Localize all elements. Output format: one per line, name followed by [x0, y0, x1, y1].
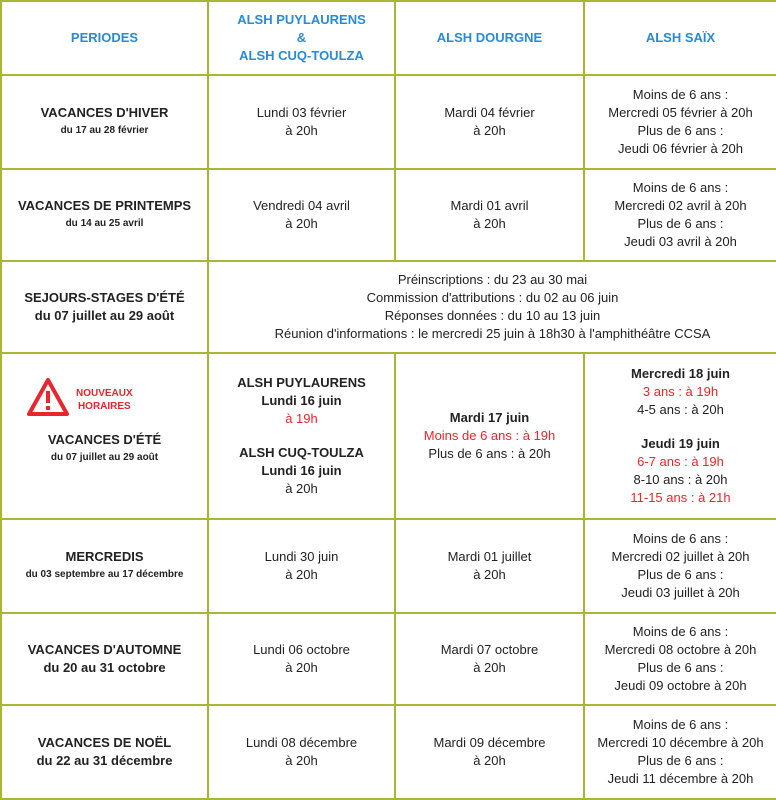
badge-text: NOUVEAUX HORAIRES	[76, 388, 133, 412]
table-row-ete	[1, 353, 776, 519]
table-row-mercredis	[1, 519, 776, 613]
period-cell: SEJOURS-STAGES D'ÉTÉ du 07 juillet au 29 août	[1, 261, 208, 353]
header-periods: PERIODES	[1, 1, 208, 75]
period-cell: VACANCES DE PRINTEMPS du 14 au 25 avril	[1, 169, 208, 261]
puylaurens-cell: Lundi 03 février à 20h	[208, 75, 395, 169]
table-row-sejours	[1, 261, 776, 353]
dourgne-cell: Mardi 01 avril à 20h	[395, 169, 584, 261]
saix-cell: Moins de 6 ans : Mercredi 05 février à 20h Plus de 6 ans : Jeudi 06 février à 20h	[584, 75, 776, 169]
puylaurens-cell: Vendredi 04 avril à 20h	[208, 169, 395, 261]
saix-cell: Moins de 6 ans : Mercredi 08 octobre à 20h Plus de 6 ans : Jeudi 09 octobre à 20h	[584, 613, 776, 705]
period-cell: VACANCES D'HIVER du 17 au 28 février	[1, 75, 208, 169]
sejours-info-cell: Préinscriptions : du 23 au 30 mai Commission d'attributions : du 02 au 06 juin Réponses données : du 10 au 13 juin Réunion d'informations : le mercredi 25 juin à 18h30 à l'amphithéâtre CCSA	[208, 261, 776, 353]
dourgne-cell: Mardi 09 décembre à 20h	[395, 705, 584, 799]
dourgne-cell: Mardi 07 octobre à 20h	[395, 613, 584, 705]
period-cell: VACANCES D'AUTOMNE du 20 au 31 octobre	[1, 613, 208, 705]
puylaurens-cell: ALSH PUYLAURENS Lundi 16 juin à 19h ALSH CUQ-TOULZA Lundi 16 juin à 20h	[208, 353, 395, 519]
header-saix: ALSH SAÏX	[584, 1, 776, 75]
saix-cell: Moins de 6 ans : Mercredi 02 avril à 20h Plus de 6 ans : Jeudi 03 avril à 20h	[584, 169, 776, 261]
period-cell: MERCREDIS du 03 septembre au 17 décembre	[1, 519, 208, 613]
table-row-printemps	[1, 169, 776, 261]
puylaurens-cell: Lundi 08 décembre à 20h	[208, 705, 395, 799]
period-cell: NOUVEAUX HORAIRES VACANCES D'ÉTÉ du 07 juillet au 29 août	[1, 353, 208, 519]
puylaurens-cell: Lundi 30 juin à 20h	[208, 519, 395, 613]
table-row-hiver	[1, 75, 776, 169]
header-row	[1, 1, 776, 75]
new-schedule-badge	[6, 375, 203, 431]
period-cell: VACANCES DE NOËL du 22 au 31 décembre	[1, 705, 208, 799]
dourgne-cell: Mardi 04 février à 20h	[395, 75, 584, 169]
dourgne-cell: Mardi 01 juillet à 20h	[395, 519, 584, 613]
saix-cell: Moins de 6 ans : Mercredi 10 décembre à 20h Plus de 6 ans : Jeudi 11 décembre à 20h	[584, 705, 776, 799]
saix-cell: Mercredi 18 juin 3 ans : à 19h 4-5 ans : à 20h Jeudi 19 juin 6-7 ans : à 19h 8-10 ans : à 20h 11-15 ans : à 21h	[584, 353, 776, 519]
dourgne-cell: Mardi 17 juin Moins de 6 ans : à 19h Plus de 6 ans : à 20h	[395, 353, 584, 519]
puylaurens-cell: Lundi 06 octobre à 20h	[208, 613, 395, 705]
saix-cell: Moins de 6 ans : Mercredi 02 juillet à 20h Plus de 6 ans : Jeudi 03 juillet à 20h	[584, 519, 776, 613]
table-row-noel	[1, 705, 776, 799]
warning-icon	[26, 377, 70, 417]
header-dourgne: ALSH DOURGNE	[395, 1, 584, 75]
table-row-automne	[1, 613, 776, 705]
header-puylaurens: ALSH PUYLAURENS & ALSH CUQ-TOULZA	[208, 1, 395, 75]
